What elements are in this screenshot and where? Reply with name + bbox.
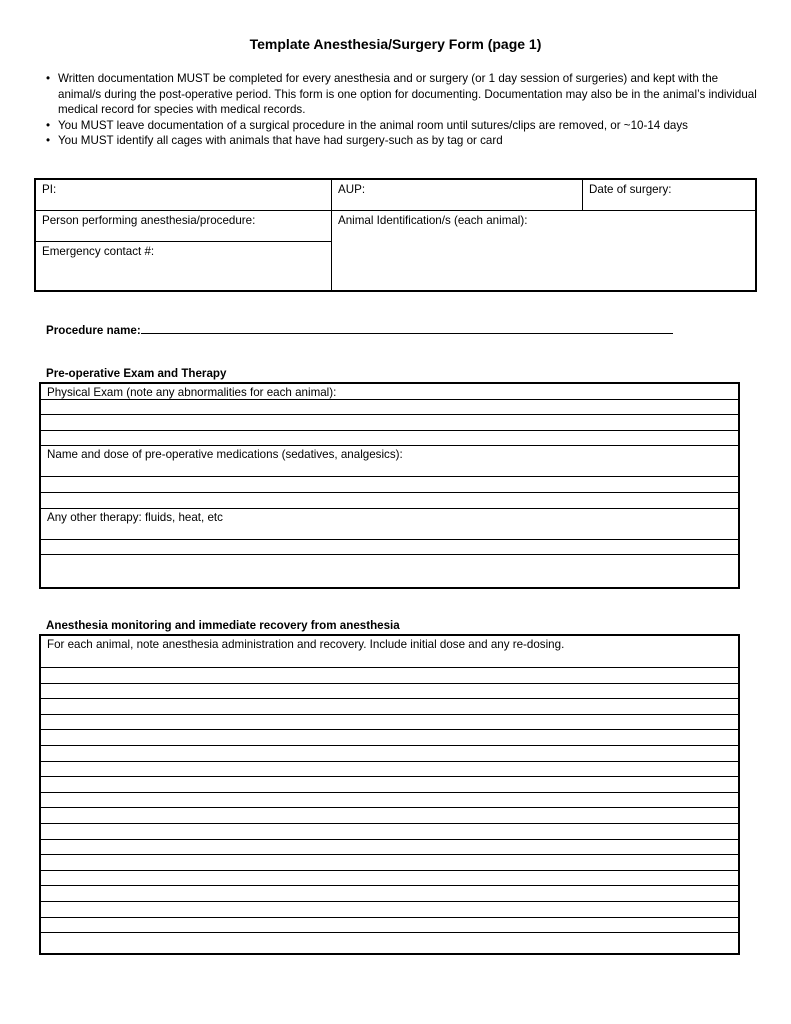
other-therapy-label: Any other therapy: fluids, heat, etc <box>41 509 738 540</box>
other-therapy-line[interactable] <box>41 555 738 571</box>
anesthesia-box <box>39 634 740 955</box>
anesthesia-instruction: For each animal, note anesthesia administration and recovery. Include initial dose and any re-dosing. <box>41 636 738 668</box>
medications-label: Name and dose of pre-operative medications (sedatives, analgesics): <box>41 446 738 477</box>
anesthesia-line[interactable] <box>41 840 738 856</box>
anesthesia-section-title: Anesthesia monitoring and immediate recovery from anesthesia <box>46 619 400 632</box>
anesthesia-line[interactable] <box>41 855 738 871</box>
preop-section-title: Pre-operative Exam and Therapy <box>46 367 227 380</box>
physical-exam-line[interactable] <box>41 431 738 447</box>
anesthesia-line[interactable] <box>41 684 738 700</box>
pi-field[interactable]: PI: <box>42 183 57 196</box>
emergency-contact-field[interactable]: Emergency contact #: <box>42 245 155 258</box>
medications-line[interactable] <box>41 477 738 493</box>
anesthesia-line[interactable] <box>41 715 738 731</box>
anesthesia-line[interactable] <box>41 871 738 887</box>
instruction-item: • You MUST identify all cages with animals that have had surgery-such as by tag or card <box>46 134 503 147</box>
bullet-icon: • <box>46 118 51 132</box>
procedure-name-field[interactable] <box>46 322 673 337</box>
procedure-name-label: Procedure name: <box>46 324 141 337</box>
animal-identification-field[interactable]: Animal Identification/s (each animal): <box>338 214 528 227</box>
anesthesia-line[interactable] <box>41 824 738 840</box>
surgery-date-field[interactable]: Date of surgery: <box>589 183 672 196</box>
physical-exam-line[interactable] <box>41 400 738 416</box>
medications-line[interactable] <box>41 493 738 509</box>
preop-box <box>39 382 740 589</box>
anesthesia-line[interactable] <box>41 699 738 715</box>
bullet-icon: • <box>46 72 51 85</box>
form-title: Template Anesthesia/Surgery Form (page 1) <box>249 36 542 52</box>
person-performing-field[interactable]: Person performing anesthesia/procedure: <box>42 214 256 227</box>
anesthesia-line[interactable] <box>41 886 738 902</box>
anesthesia-line[interactable] <box>41 730 738 746</box>
instruction-item: • Written documentation MUST be completed for every anesthesia and or surgery (or 1 day session of surgeries) and kept with the animal/s during the post-operative period. This form is one option for documenting. Documentation may also be in the animal’s individual medical record for species with medical records. <box>46 72 757 116</box>
anesthesia-line[interactable] <box>41 918 738 934</box>
anesthesia-line[interactable] <box>41 808 738 824</box>
anesthesia-line[interactable] <box>41 933 738 949</box>
anesthesia-line[interactable] <box>41 762 738 778</box>
physical-exam-label: Physical Exam (note any abnormalities for each animal): <box>41 384 738 400</box>
anesthesia-line[interactable] <box>41 746 738 762</box>
anesthesia-line[interactable] <box>41 777 738 793</box>
anesthesia-line[interactable] <box>41 793 738 809</box>
aup-field[interactable]: AUP: <box>338 183 366 196</box>
instruction-item: • You MUST leave documentation of a surgical procedure in the animal room until sutures/clips are removed, or ~10-14 days <box>46 118 688 132</box>
anesthesia-line[interactable] <box>41 902 738 918</box>
other-therapy-line[interactable] <box>41 540 738 556</box>
info-table <box>34 178 757 292</box>
physical-exam-line[interactable] <box>41 415 738 431</box>
instruction-list <box>42 71 762 149</box>
bullet-icon: • <box>46 134 51 147</box>
anesthesia-line[interactable] <box>41 668 738 684</box>
procedure-name-line[interactable] <box>141 322 673 334</box>
